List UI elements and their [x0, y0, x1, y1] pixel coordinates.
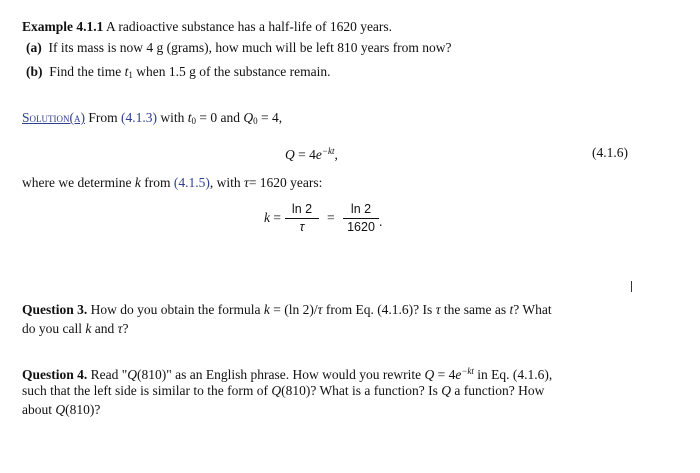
- second-eq-sign-text: =: [327, 210, 335, 225]
- solution-with: with: [160, 110, 185, 125]
- k-eq-sign: =: [273, 210, 281, 225]
- question-3-line-1: [22, 302, 552, 318]
- q3-l1c: from Eq. (4.1.6)? Is: [325, 302, 433, 317]
- part-b-sub: 1: [128, 70, 133, 80]
- t0-eq: = 0 and: [199, 110, 241, 125]
- q3-l1-k: k: [263, 302, 270, 317]
- part-a-text: If its mass is now 4 g (grams), how much will be left 810 years from now?: [48, 40, 452, 55]
- where-from: from: [144, 175, 171, 190]
- q3-l2c: ?: [122, 321, 129, 336]
- second-eq-sign: [327, 210, 335, 226]
- where-post: = 1620 years:: [248, 175, 323, 190]
- example-heading: Example 4.1.1: [22, 19, 104, 34]
- q0-sub: 0: [253, 116, 258, 126]
- q4-l1-q: Q: [127, 367, 138, 382]
- k-var: k: [264, 210, 270, 225]
- where-tau: τ: [243, 175, 249, 190]
- where-k: k: [134, 175, 141, 190]
- part-a-label: (a): [26, 40, 42, 55]
- question-3-line-2: [22, 321, 128, 337]
- fraction-ln2-over-tau: [285, 202, 319, 234]
- solution-from: From: [88, 110, 118, 125]
- frac1-bar: [285, 218, 319, 219]
- q4-l2-q: Q: [271, 383, 282, 398]
- q3-l2-tau: τ: [117, 321, 123, 336]
- q3-l1-tau: τ: [317, 302, 323, 317]
- fraction-ln2-over-1620: [343, 202, 379, 234]
- q3-l1d: the same as: [443, 302, 507, 317]
- where-mid: , with: [209, 175, 241, 190]
- q4-l1-exp: −kt: [461, 366, 474, 376]
- equation-number: [592, 145, 628, 161]
- part-b-post: when 1.5 g of the substance remain.: [136, 64, 331, 79]
- q4-l2-Q: Q: [441, 383, 452, 398]
- part-b-label: (b): [26, 64, 43, 79]
- question-4-label: Question 4.: [22, 367, 88, 382]
- equation-4-1-6: [285, 143, 338, 163]
- question-4-line-1: [22, 363, 552, 383]
- q4-l2c: a function? How: [454, 383, 545, 398]
- q3-l1-t: t: [509, 302, 514, 317]
- k-end-dot-text: .: [379, 214, 383, 229]
- q3-l2b: and: [94, 321, 115, 336]
- q4-l2a: such that the left side is similar to the form of: [22, 383, 268, 398]
- part-b-pre: Find the time: [49, 64, 122, 79]
- where-line: [22, 175, 322, 191]
- equation-number-text: (4.1.6): [592, 145, 628, 160]
- eq-mid: = 4: [298, 147, 316, 162]
- eq-exponent: −kt: [321, 146, 335, 156]
- frac2-denominator: 1620: [347, 220, 375, 234]
- solution-line: [22, 110, 282, 129]
- question-4-line-3: [22, 402, 100, 418]
- q3-l1e: ? What: [513, 302, 552, 317]
- q3-l1b: = (ln 2)/: [273, 302, 318, 317]
- example-intro-text: A radioactive substance has a half-life of 1620 years.: [106, 19, 393, 34]
- t0-sub: 0: [191, 116, 197, 126]
- frac1-denominator: τ: [299, 220, 305, 234]
- ref-4-1-5-link[interactable]: (4.1.5): [173, 175, 210, 190]
- q0-eq: = 4,: [261, 110, 283, 125]
- eq-base: e: [315, 147, 322, 162]
- part-b-line: [26, 64, 330, 83]
- part-b-var: t: [124, 64, 129, 79]
- solution-label[interactable]: Solution(a): [22, 110, 85, 125]
- q3-l1a: How do you obtain the formula: [90, 302, 261, 317]
- q3-l2-k: k: [85, 321, 92, 336]
- example-intro-line: [22, 19, 392, 35]
- frac1-numerator: ln 2: [291, 202, 313, 216]
- frac2-bar: [343, 218, 379, 219]
- where-pre: where we determine: [22, 175, 132, 190]
- q4-l3a: about: [22, 402, 52, 417]
- frac2-numerator: ln 2: [350, 202, 372, 216]
- q0-var: Q: [243, 110, 254, 125]
- eq-lhs: Q: [285, 147, 295, 162]
- q3-l1-tau2: τ: [435, 302, 441, 317]
- q4-l1-e: e: [455, 367, 462, 382]
- question-4-line-2: [22, 383, 544, 399]
- t0-var: t: [187, 110, 192, 125]
- q4-l3b: (810)?: [65, 402, 101, 417]
- q4-l1c: = 4: [437, 367, 456, 382]
- question-3-label: Question 3.: [22, 302, 88, 317]
- text-cursor: [631, 281, 632, 292]
- q3-l2a: do you call: [22, 321, 82, 336]
- q4-l3-q: Q: [55, 402, 66, 417]
- q4-l2b: (810)? What is a function? Is: [281, 383, 438, 398]
- q4-l1d: in Eq. (4.1.6),: [477, 367, 553, 382]
- k-lhs: [264, 210, 281, 226]
- q4-l1b: (810)" as an English phrase. How would you rewrite: [137, 367, 422, 382]
- q4-l1-Q: Q: [424, 367, 435, 382]
- ref-4-1-3-link[interactable]: (4.1.3): [121, 110, 158, 125]
- eq-end: ,: [334, 147, 338, 162]
- k-end-dot: [379, 214, 382, 230]
- part-a-line: [26, 40, 452, 56]
- q4-l1a: Read ": [90, 367, 128, 382]
